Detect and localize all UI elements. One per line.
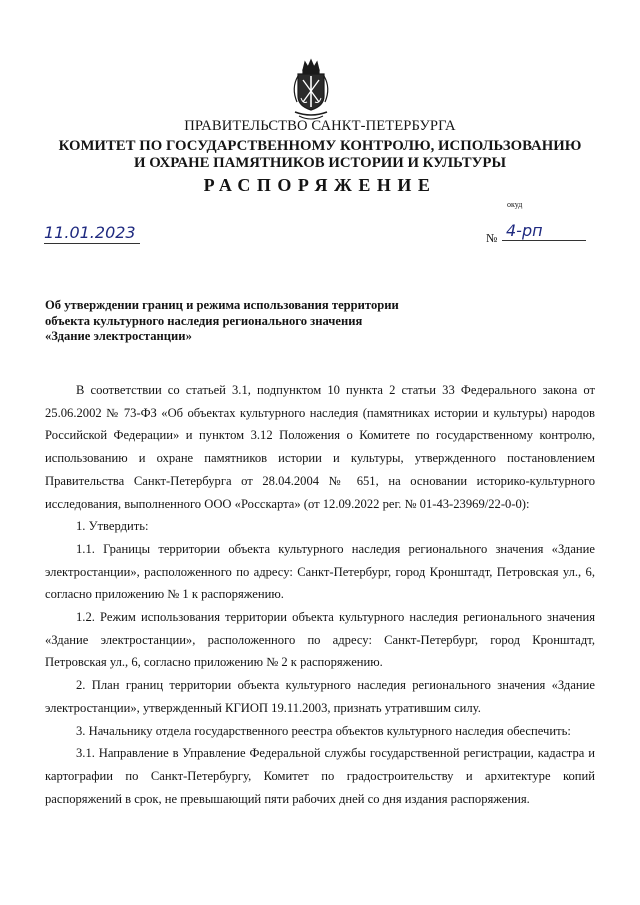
document-subject <box>45 298 445 345</box>
document-type-title: РАСПОРЯЖЕНИЕ <box>203 175 437 195</box>
government-name: ПРАВИТЕЛЬСТВО САНКТ-ПЕТЕРБУРГА <box>184 118 456 134</box>
body-paragraph-item-2: 2. План границ территории объекта культурного наследия регионального значения «Здание электростанции», утвержденный КГИОП 19.11.2003, признать утратившим силу. <box>45 678 595 715</box>
committee-name <box>0 138 640 172</box>
body-paragraph-item-3-1: 3.1. Направление в Управление Федеральной службы государственной регистрации, кадастра и картографии по Санкт-Петербургу, Комитет по градостроительству и архитектуре копий распоряжений в срок, не превышающий пяти рабочих дней со дня издания распоряжения. <box>45 746 595 806</box>
body-paragraph-item-1: 1. Утвердить: <box>76 519 149 534</box>
number-sign: № <box>486 231 498 245</box>
subject-line: Об утверждении границ и режима использования территории <box>45 298 399 312</box>
okud-label: окуд <box>507 200 523 209</box>
committee-name-line2: И ОХРАНЕ ПАМЯТНИКОВ ИСТОРИИ И КУЛЬТУРЫ <box>133 155 506 171</box>
subject-line: «Здание электростанции» <box>45 329 192 344</box>
document-body <box>45 379 595 810</box>
committee-name-line1: КОМИТЕТ ПО ГОСУДАРСТВЕННОМУ КОНТРОЛЮ, ИСПОЛЬЗОВАНИЮ <box>58 138 582 154</box>
body-paragraph-item-1-2: 1.2. Режим использования территории объекта культурного наследия регионального значения «Здание электростанции», расположенного по адресу: Санкт-Петербург, город Кронштадт, Петровская ул., 6, согласно приложению № 2 к распоряжению. <box>45 610 595 670</box>
handwritten-document-number: 4-рп <box>502 222 586 241</box>
body-paragraph-item-1-1: 1.1. Границы территории объекта культурного наследия регионального значения «Здание электростанции», расположенного по адресу: Санкт-Петербург, город Кронштадт, Петровская ул., 6, согласно приложению № 1 к распоряжению. <box>45 541 595 602</box>
st-petersburg-coat-of-arms-icon <box>289 58 333 124</box>
subject-line: объекта культурного наследия регионального значения <box>45 313 363 328</box>
body-paragraph-item-3: 3. Начальнику отдела государственного реестра объектов культурного наследия обеспечить: <box>76 723 571 738</box>
handwritten-date: 11.01.2023 <box>44 224 140 244</box>
body-paragraph-preamble: В соответствии со статьей 3.1, подпунктом 10 пункта 2 статьи 33 Федерального закона от 25.06.2002 № 73-ФЗ «Об объектах культурного наследия (памятниках истории и культуры) народов Российской Федерации» и пунктом 3.12 Положения о Комитете по государственному контролю, использованию и охране памятников истории и культуры, утвержденного постановлением Правительства Санкт-Петербурга от 28.04.2004 № 651, на основании историко-культурного исследования, выполненного ООО «Росскарта» (от 12.09.2022 рег. № 01-43-23969/22-0-0): <box>45 383 595 511</box>
